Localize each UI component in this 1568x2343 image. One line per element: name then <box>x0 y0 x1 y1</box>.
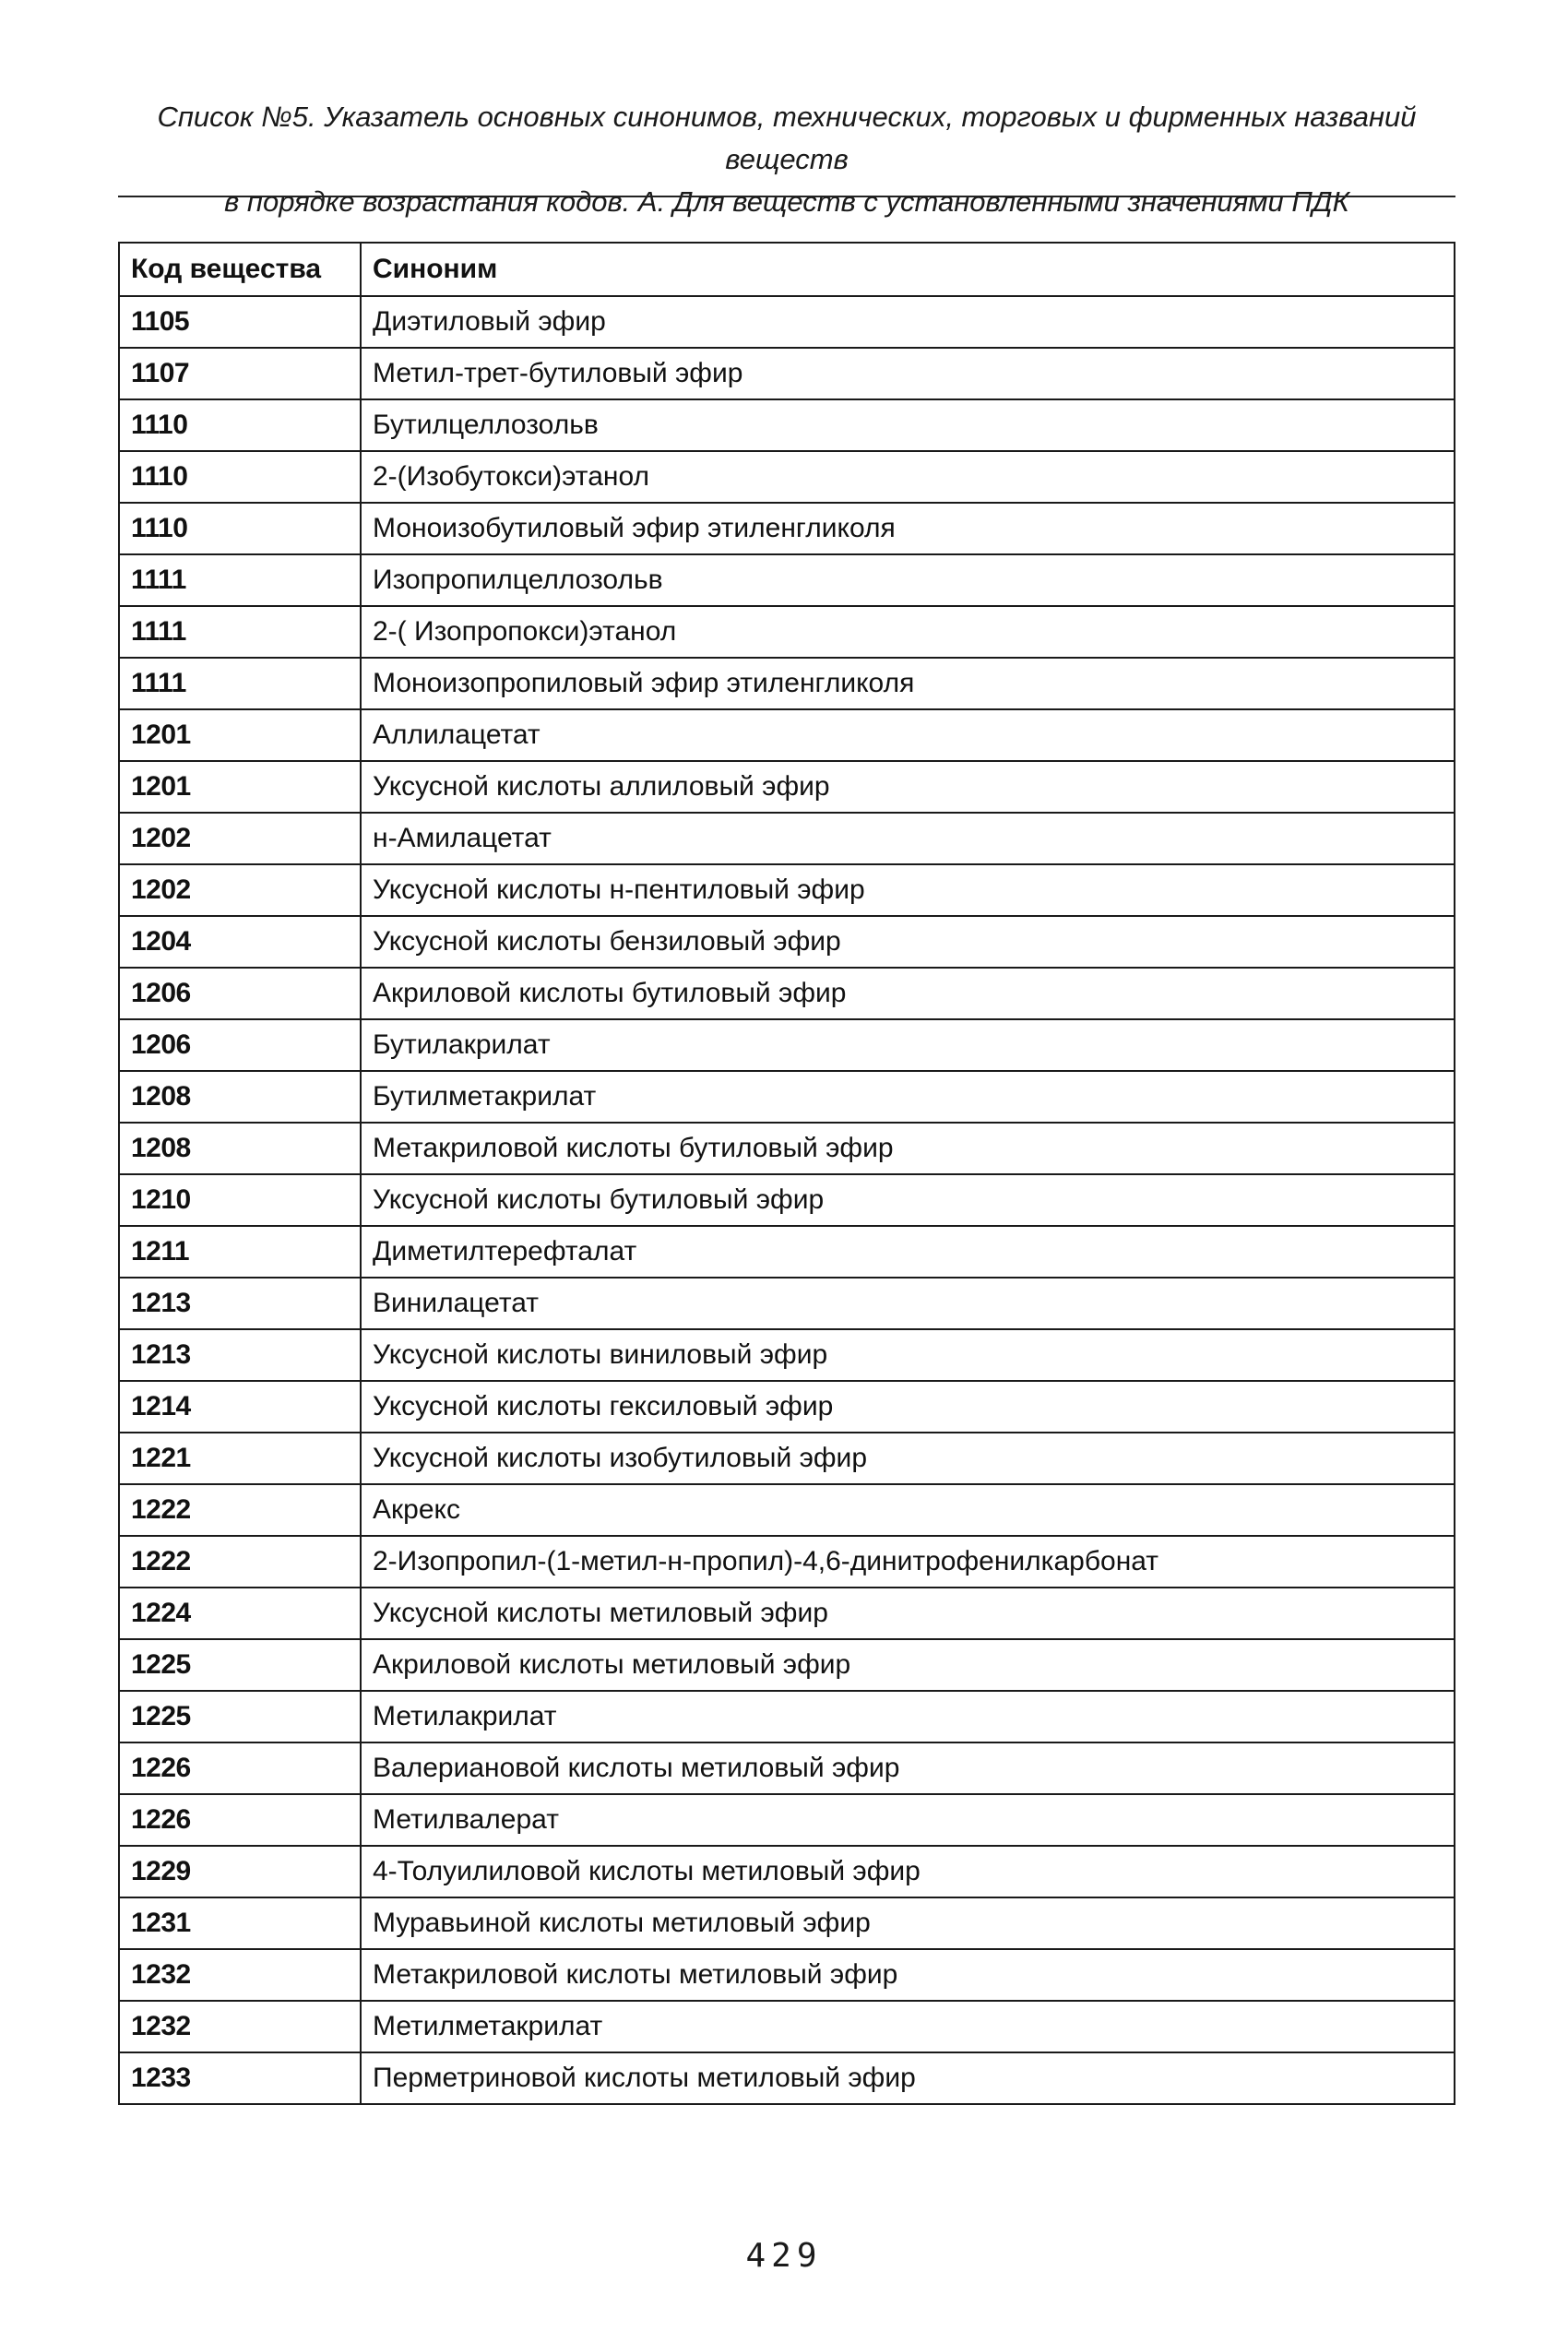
substance-code-cell: 1222 <box>119 1484 361 1536</box>
synonym-cell: Бутилакрилат <box>361 1019 1455 1071</box>
synonym-cell: Моноизопропиловый эфир этиленгликоля <box>361 658 1455 709</box>
table-row <box>119 1536 1455 1588</box>
table-row <box>119 1691 1455 1742</box>
table-row <box>119 1174 1455 1226</box>
table-row <box>119 1794 1455 1846</box>
substance-code-cell: 1110 <box>119 503 361 554</box>
substance-code-cell: 1105 <box>119 296 361 348</box>
table-row <box>119 348 1455 399</box>
synonym-cell: Метилметакрилат <box>361 2001 1455 2052</box>
page-number: 429 <box>745 2237 823 2275</box>
table-row <box>119 1071 1455 1123</box>
table-row <box>119 1433 1455 1484</box>
table-row <box>119 606 1455 658</box>
synonym-cell: Уксусной кислоты гексиловый эфир <box>361 1381 1455 1433</box>
table-row <box>119 554 1455 606</box>
substance-code-cell: 1231 <box>119 1897 361 1949</box>
synonym-cell: 2-( Изопропокси)этанол <box>361 606 1455 658</box>
column-header-code: Код вещества <box>119 243 361 296</box>
substance-code-cell: 1232 <box>119 1949 361 2001</box>
table-row <box>119 916 1455 968</box>
substance-code-cell: 1111 <box>119 606 361 658</box>
table-row <box>119 451 1455 503</box>
synonym-cell: Метил-трет-бутиловый эфир <box>361 348 1455 399</box>
table-row <box>119 503 1455 554</box>
table-row <box>119 1381 1455 1433</box>
synonym-cell: Моноизобутиловый эфир этиленгликоля <box>361 503 1455 554</box>
table-row <box>119 1123 1455 1174</box>
table-body <box>119 296 1455 2104</box>
synonym-cell: Валериановой кислоты метиловый эфир <box>361 1742 1455 1794</box>
substance-code-cell: 1211 <box>119 1226 361 1278</box>
header-divider <box>118 196 1455 197</box>
substance-code-cell: 1204 <box>119 916 361 968</box>
substance-code-cell: 1221 <box>119 1433 361 1484</box>
synonym-cell: 2-(Изобутокси)этанол <box>361 451 1455 503</box>
table-row <box>119 864 1455 916</box>
table-row <box>119 658 1455 709</box>
synonym-cell: Акриловой кислоты бутиловый эфир <box>361 968 1455 1019</box>
substance-code-cell: 1233 <box>119 2052 361 2104</box>
table-row <box>119 399 1455 451</box>
substance-code-cell: 1206 <box>119 1019 361 1071</box>
substance-code-cell: 1225 <box>119 1639 361 1691</box>
substance-code-cell: 1213 <box>119 1278 361 1329</box>
table-row <box>119 1588 1455 1639</box>
substance-code-cell: 1111 <box>119 658 361 709</box>
substance-code-cell: 1210 <box>119 1174 361 1226</box>
table-row <box>119 761 1455 813</box>
substance-code-cell: 1224 <box>119 1588 361 1639</box>
substance-code-cell: 1107 <box>119 348 361 399</box>
table-row <box>119 1226 1455 1278</box>
table-row <box>119 1897 1455 1949</box>
table-row <box>119 2052 1455 2104</box>
synonym-cell: Уксусной кислоты виниловый эфир <box>361 1329 1455 1381</box>
synonym-cell: н-Амилацетат <box>361 813 1455 864</box>
page-header <box>118 96 1455 223</box>
synonym-cell: Бутилметакрилат <box>361 1071 1455 1123</box>
synonym-cell: Бутилцеллозольв <box>361 399 1455 451</box>
synonym-cell: Перметриновой кислоты метиловый эфир <box>361 2052 1455 2104</box>
table-row <box>119 2001 1455 2052</box>
synonym-cell: Диметилтерефталат <box>361 1226 1455 1278</box>
substance-code-cell: 1222 <box>119 1536 361 1588</box>
synonym-cell: Уксусной кислоты метиловый эфир <box>361 1588 1455 1639</box>
table-row <box>119 1484 1455 1536</box>
synonym-cell: Метилакрилат <box>361 1691 1455 1742</box>
table-header-row <box>119 243 1455 296</box>
synonym-cell: Уксусной кислоты аллиловый эфир <box>361 761 1455 813</box>
substance-code-cell: 1110 <box>119 399 361 451</box>
substance-code-cell: 1201 <box>119 761 361 813</box>
table-row <box>119 1329 1455 1381</box>
table-row <box>119 296 1455 348</box>
synonym-cell: Метилвалерат <box>361 1794 1455 1846</box>
column-header-synonym: Синоним <box>361 243 1455 296</box>
synonym-cell: Уксусной кислоты бутиловый эфир <box>361 1174 1455 1226</box>
synonym-cell: Уксусной кислоты изобутиловый эфир <box>361 1433 1455 1484</box>
synonym-cell: Уксусной кислоты бензиловый эфир <box>361 916 1455 968</box>
synonym-cell: Аллилацетат <box>361 709 1455 761</box>
substance-code-cell: 1208 <box>119 1071 361 1123</box>
synonym-cell: Винилацетат <box>361 1278 1455 1329</box>
substance-code-cell: 1213 <box>119 1329 361 1381</box>
substance-code-cell: 1232 <box>119 2001 361 2052</box>
synonym-cell: 2-Изопропил-(1-метил-н-пропил)-4,6-динитрофенилкарбонат <box>361 1536 1455 1588</box>
table-row <box>119 1742 1455 1794</box>
synonym-cell: Изопропилцеллозольв <box>361 554 1455 606</box>
substance-code-cell: 1208 <box>119 1123 361 1174</box>
substance-code-cell: 1111 <box>119 554 361 606</box>
table-row <box>119 709 1455 761</box>
table-row <box>119 1639 1455 1691</box>
substance-code-cell: 1202 <box>119 864 361 916</box>
substance-code-cell: 1206 <box>119 968 361 1019</box>
header-line-1: Список №5. Указатель основных синонимов, технических, торговых и фирменных названий веществ <box>157 101 1417 175</box>
substance-code-cell: 1226 <box>119 1794 361 1846</box>
substance-code-cell: 1202 <box>119 813 361 864</box>
substance-code-cell: 1214 <box>119 1381 361 1433</box>
table-row <box>119 1949 1455 2001</box>
synonym-cell: Метакриловой кислоты бутиловый эфир <box>361 1123 1455 1174</box>
synonym-cell: Акрекс <box>361 1484 1455 1536</box>
substance-code-cell: 1229 <box>119 1846 361 1897</box>
table-row <box>119 1846 1455 1897</box>
synonym-cell: Уксусной кислоты н-пентиловый эфир <box>361 864 1455 916</box>
synonym-cell: 4-Толуилиловой кислоты метиловый эфир <box>361 1846 1455 1897</box>
substance-code-cell: 1201 <box>119 709 361 761</box>
table-row <box>119 813 1455 864</box>
table-row <box>119 1278 1455 1329</box>
substance-code-cell: 1225 <box>119 1691 361 1742</box>
table-row <box>119 968 1455 1019</box>
table-row <box>119 1019 1455 1071</box>
header-line-2: в порядке возрастания кодов. А. Для веществ с установленными значениями ПДК <box>224 185 1349 218</box>
substance-code-cell: 1226 <box>119 1742 361 1794</box>
synonym-cell: Диэтиловый эфир <box>361 296 1455 348</box>
synonym-cell: Муравьиной кислоты метиловый эфир <box>361 1897 1455 1949</box>
synonym-cell: Метакриловой кислоты метиловый эфир <box>361 1949 1455 2001</box>
substance-code-cell: 1110 <box>119 451 361 503</box>
synonym-table <box>118 242 1455 2105</box>
synonym-cell: Акриловой кислоты метиловый эфир <box>361 1639 1455 1691</box>
